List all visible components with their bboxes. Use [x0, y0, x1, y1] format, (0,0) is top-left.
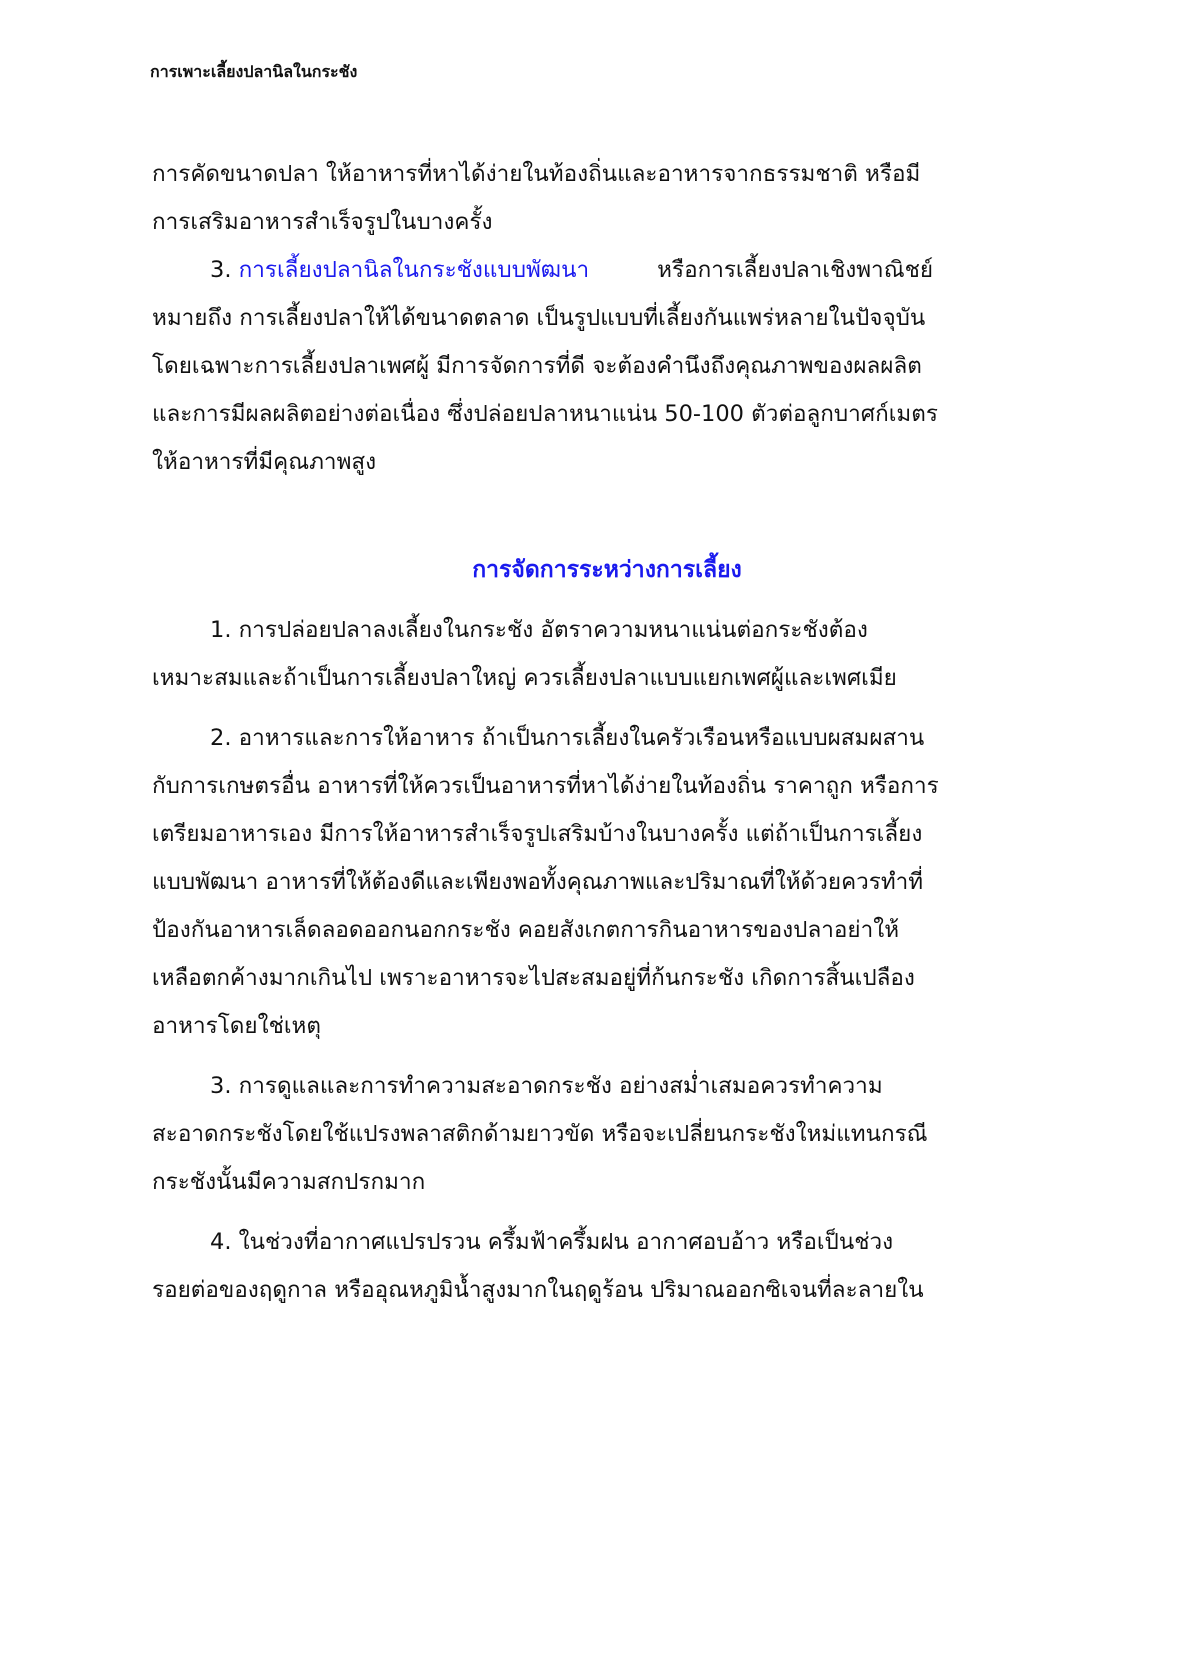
item-3-number: 3.: [210, 257, 232, 283]
point-2-line: กับการเกษตรอื่น อาหารที่ให้ควรเป็นอาหารที่หาได้ง่ายในท้องถิ่น ราคาถูก หรือการ: [152, 773, 939, 799]
point-2-line: เตรียมอาหารเอง มีการให้อาหารสำเร็จรูปเสริมบ้างในบางครั้ง แต่ถ้าเป็นการเลี้ยง: [152, 821, 923, 847]
running-header: การเพาะเลี้ยงปลานิลในกระชัง: [150, 62, 358, 81]
item-3-first-line: [152, 246, 1032, 294]
item-3-term: การเลี้ยงปลานิลในกระชังแบบพัฒนา: [238, 257, 590, 283]
point-1: [152, 606, 1032, 702]
point-4: [152, 1218, 1032, 1314]
point-3: [152, 1062, 1032, 1206]
point-2-line: เหลือตกค้างมากเกินไป เพราะอาหารจะไปสะสมอยู่ที่ก้นกระชัง เกิดการสิ้นเปลือง: [152, 965, 915, 991]
item-3-line-5: ให้อาหารที่มีคุณภาพสูง: [152, 449, 377, 475]
point-4-line: รอยต่อของฤดูกาล หรืออุณหภูมิน้ำสูงมากในฤดูร้อน ปริมาณออกซิเจนที่ละลายใน: [152, 1277, 924, 1303]
point-2: [152, 714, 1032, 1050]
intro-line-2: การเสริมอาหารสำเร็จรูปในบางครั้ง: [152, 209, 493, 235]
point-2-line: 2. อาหารและการให้อาหาร ถ้าเป็นการเลี้ยงในครัวเรือนหรือแบบผสมผสาน: [210, 725, 925, 751]
item-3-line-4: และการมีผลผลิตอย่างต่อเนื่อง ซึ่งปล่อยปลาหนาแน่น 50-100 ตัวต่อลูกบาศก์เมตร: [152, 401, 938, 427]
point-2-line: อาหารโดยใช่เหตุ: [152, 1013, 321, 1039]
item-3-rest: หรือการเลี้ยงปลาเชิงพาณิชย์: [657, 257, 934, 283]
point-1-line: เหมาะสมและถ้าเป็นการเลี้ยงปลาใหญ่ ควรเลี้ยงปลาแบบแยกเพศผู้และเพศเมีย: [152, 665, 897, 691]
point-1-line: 1. การปล่อยปลาลงเลี้ยงในกระชัง อัตราความหนาแน่นต่อกระชังต้อง: [210, 617, 868, 643]
point-3-line: กระชังนั้นมีความสกปรกมาก: [152, 1169, 426, 1195]
item-3-line-3: โดยเฉพาะการเลี้ยงปลาเพศผู้ มีการจัดการที่ดี จะต้องคำนึงถึงคุณภาพของผลผลิต: [152, 353, 922, 379]
intro-line-1: การคัดขนาดปลา ให้อาหารที่หาได้ง่ายในท้องถิ่นและอาหารจากธรรมชาติ หรือมี: [152, 161, 921, 187]
point-2-line: แบบพัฒนา อาหารที่ให้ต้องดีและเพียงพอทั้งคุณภาพและปริมาณที่ให้ด้วยควรทำที่: [152, 869, 924, 895]
point-4-line: 4. ในช่วงที่อากาศแปรปรวน ครึ้มฟ้าครึ้มฝน อากาศอบอ้าว หรือเป็นช่วง: [210, 1229, 894, 1255]
point-3-line: 3. การดูแลและการทำความสะอาดกระชัง อย่างสม่ำเสมอควรทำความ: [210, 1073, 883, 1099]
point-2-line: ป้องกันอาหารเล็ดลอดออกนอกกระชัง คอยสังเกตการกินอาหารของปลาอย่าให้: [152, 917, 900, 943]
point-3-line: สะอาดกระชังโดยใช้แปรงพลาสติกด้ามยาวขัด หรือจะเปลี่ยนกระชังใหม่แทนกรณี: [152, 1121, 928, 1147]
page-body: [152, 150, 1032, 1314]
section-heading: การจัดการระหว่างการเลี้ยง: [472, 557, 742, 583]
item-3-line-2: หมายถึง การเลี้ยงปลาให้ได้ขนาดตลาด เป็นรูปแบบที่เลี้ยงกันแพร่หลายในปัจจุบัน: [152, 305, 926, 331]
